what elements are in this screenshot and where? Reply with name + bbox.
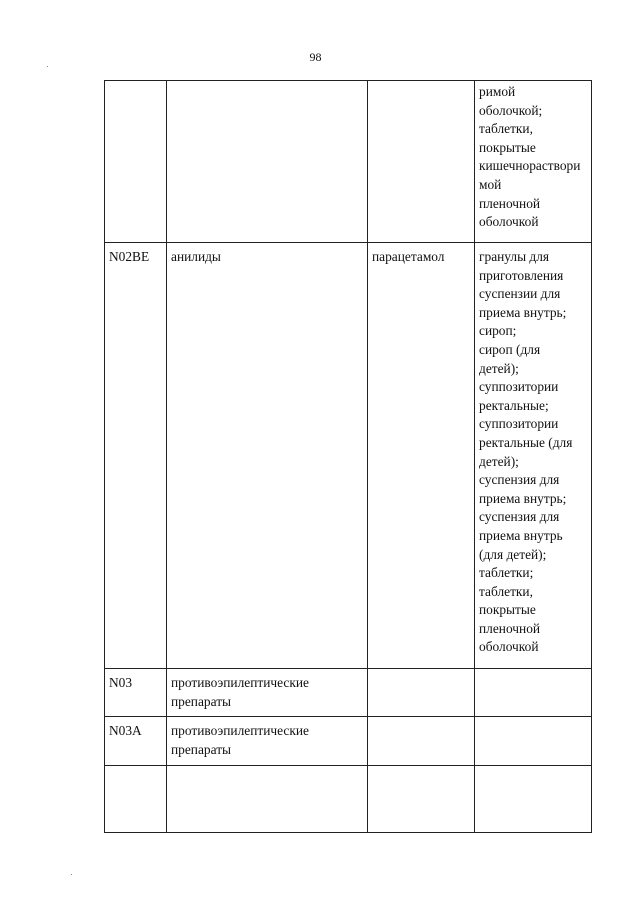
drug-name-cell bbox=[368, 717, 475, 766]
group-name-cell: противоэпилептические препараты bbox=[167, 717, 368, 766]
table-row bbox=[105, 766, 592, 833]
group-name-cell: противоэпилептические препараты bbox=[167, 669, 368, 717]
dosage-forms-cell bbox=[475, 766, 592, 833]
scan-speck bbox=[71, 874, 72, 875]
atc-code-cell bbox=[105, 766, 167, 833]
dosage-forms-cell bbox=[475, 669, 592, 717]
page-number: 98 bbox=[309, 50, 322, 64]
group-name-cell bbox=[167, 81, 368, 243]
table-row bbox=[105, 81, 592, 243]
atc-code-cell: N03A bbox=[105, 717, 167, 766]
dosage-forms-cell: гранулы для приготовления суспензии для приема внутрь; сироп; сироп (для детей); суппозитории ректальные; суппозитории ректальные (для детей); суспензия для приема внутрь; суспензия для приема внутрь (для детей); таблетки; таблетки, покрытые пленочной оболочкой bbox=[475, 243, 592, 669]
dosage-forms-cell bbox=[475, 717, 592, 766]
drug-name-cell bbox=[368, 766, 475, 833]
group-name-cell: анилиды bbox=[167, 243, 368, 669]
dosage-forms-cell: римой оболочкой; таблетки, покрытые кишечнорастворимой пленочной оболочкой bbox=[475, 81, 592, 243]
drug-name-cell bbox=[368, 81, 475, 243]
atc-code-cell bbox=[105, 81, 167, 243]
drug-name-cell: парацетамол bbox=[368, 243, 475, 669]
atc-code-cell: N03 bbox=[105, 669, 167, 717]
table-row bbox=[105, 669, 592, 717]
drug-table bbox=[104, 80, 592, 833]
scan-speck bbox=[47, 66, 48, 67]
table-row bbox=[105, 717, 592, 766]
drug-name-cell bbox=[368, 669, 475, 717]
table-row bbox=[105, 243, 592, 669]
group-name-cell bbox=[167, 766, 368, 833]
atc-code-cell: N02BE bbox=[105, 243, 167, 669]
